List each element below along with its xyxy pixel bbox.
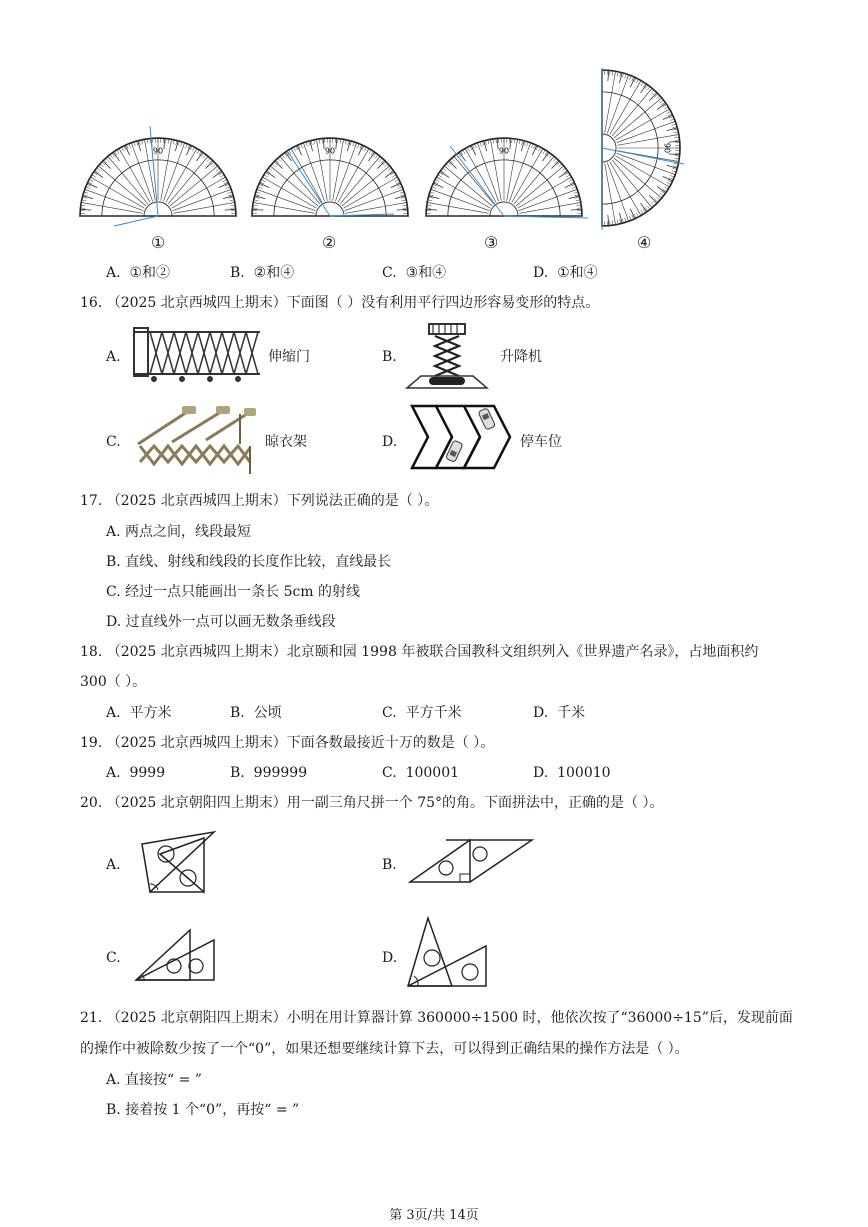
triangle-ruler-figure-a [138, 830, 218, 896]
q18-option-b[interactable]: B. 公顷 [230, 705, 282, 721]
q19-option-c[interactable]: C. 100001 [382, 765, 460, 781]
triangle-ruler-figure-d [404, 914, 490, 990]
q17-option-d[interactable]: D. 过直线外一点可以画无数条垂线段 [106, 614, 336, 630]
q16-option-c-letter[interactable]: C. [106, 434, 121, 450]
question-20-stem: 20. （2025 北京朝阳四上期末）用一副三角尺拼一个 75°的角。下面拼法中，正确的是（ ）。 [80, 795, 664, 811]
q16-option-c-caption: 晾衣架 [265, 434, 307, 450]
q20-option-a-letter[interactable]: A. [106, 857, 121, 873]
question-21-stem-line-1: 21. （2025 北京朝阳四上期末）小明在用计算器计算 360000÷1500 时，他依次按了“36000÷15”后，发现前面 [80, 1010, 793, 1026]
q20-option-d-letter[interactable]: D. [382, 950, 398, 966]
question-18-stem-line-2: 300（ ）。 [80, 674, 147, 690]
question-21-stem-line-2: 的操作中被除数少按了一个“0”，如果还想要继续计算下去，可以得到正确结果的操作方法是（ ）。 [80, 1041, 689, 1057]
option-a[interactable]: A. ①和② [106, 265, 171, 281]
protractor-figure-1 [78, 122, 240, 220]
drying-rack-image [132, 404, 260, 476]
protractor-90-label: 90 [662, 142, 672, 154]
scissor-lift-image [405, 322, 489, 390]
option-d[interactable]: D. ①和④ [533, 265, 598, 281]
q16-option-a-caption: 伸缩门 [268, 349, 310, 365]
figure-label-2: ② [322, 233, 337, 252]
protractor-figure-3 [424, 122, 586, 220]
triangle-ruler-figure-b [408, 836, 534, 884]
q16-option-a-letter[interactable]: A. [106, 349, 121, 365]
protractor-90-label: 90 [152, 146, 164, 156]
protractor-figure-2 [250, 122, 412, 220]
q19-option-b[interactable]: B. 999999 [230, 765, 308, 781]
folding-gate-image [132, 326, 260, 384]
q21-option-a[interactable]: A. 直接按“ = ” [106, 1072, 202, 1088]
figure-label-3: ③ [484, 233, 499, 252]
q18-option-c[interactable]: C. 平方千米 [382, 705, 462, 721]
q19-option-a[interactable]: A. 9999 [106, 765, 166, 781]
q18-option-a[interactable]: A. 平方米 [106, 705, 172, 721]
q18-option-d[interactable]: D. 千米 [533, 705, 586, 721]
question-18-stem-line-1: 18. （2025 北京西城四上期末）北京颐和园 1998 年被联合国教科文组织列入《世界遗产名录》，占地面积约 [80, 644, 759, 660]
q16-option-b-letter[interactable]: B. [382, 349, 397, 365]
figure-label-4: ④ [637, 233, 652, 252]
question-19-stem: 19. （2025 北京西城四上期末）下面各数最接近十万的数是（ ）。 [80, 735, 495, 751]
q17-option-c[interactable]: C. 经过一点只能画出一条长 5cm 的射线 [106, 584, 361, 600]
question-16-stem: 16. （2025 北京西城四上期末）下面图（ ）没有利用平行四边形容易变形的特点。 [80, 295, 600, 311]
q20-option-c-letter[interactable]: C. [106, 950, 121, 966]
q20-option-b-letter[interactable]: B. [382, 857, 397, 873]
q16-option-d-letter[interactable]: D. [382, 434, 398, 450]
figure-label-1: ① [151, 233, 166, 252]
protractor-figure-4 [600, 68, 690, 230]
q16-option-d-caption: 停车位 [520, 434, 562, 450]
triangle-ruler-figure-c [134, 926, 218, 984]
q17-option-a[interactable]: A. 两点之间，线段最短 [106, 524, 252, 540]
option-b[interactable]: B. ②和④ [230, 265, 295, 281]
question-17-stem: 17. （2025 北京西城四上期末）下列说法正确的是（ ）。 [80, 493, 439, 509]
q19-option-d[interactable]: D. 100010 [533, 765, 611, 781]
q16-option-b-caption: 升降机 [500, 349, 542, 365]
protractor-90-label: 90 [498, 146, 510, 156]
parking-spaces-image [410, 404, 516, 470]
protractor-90-label: 90 [324, 146, 336, 156]
option-c[interactable]: C. ③和④ [382, 265, 447, 281]
q21-option-b[interactable]: B. 接着按 1 个“0”，再按“ = ” [106, 1102, 300, 1118]
q17-option-b[interactable]: B. 直线、射线和线段的长度作比较，直线最长 [106, 554, 392, 570]
page-number: 第 3页/共 14页 [389, 1208, 479, 1223]
